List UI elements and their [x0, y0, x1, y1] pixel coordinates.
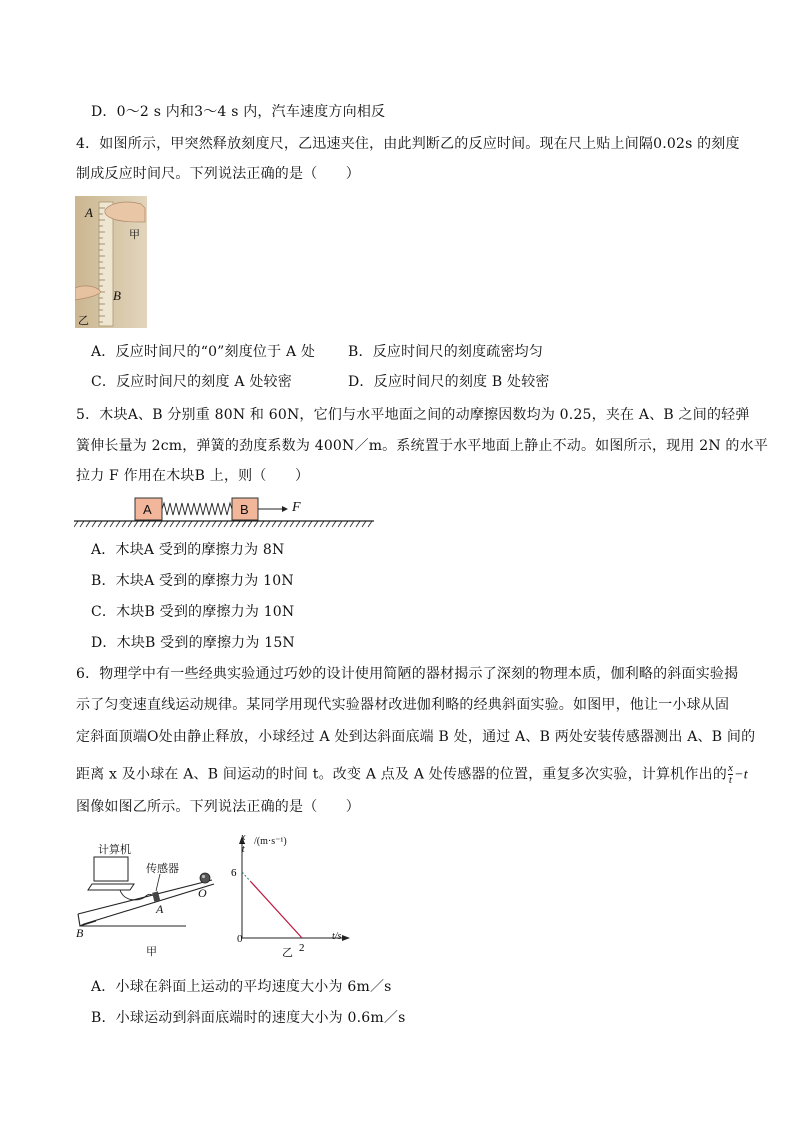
- origin-label: 0: [237, 933, 243, 945]
- x-axis-label: t/s: [332, 931, 342, 942]
- x-tick-label: 2: [299, 942, 305, 954]
- fig-jia-caption: 甲: [146, 945, 157, 958]
- q4-photo: [75, 196, 147, 328]
- q6-stem-line3: 定斜面顶端O处由静止释放，小球经过 A 处到达斜面底端 B 处，通过 A、B 两处安装传感器测出 A、B 间的: [76, 729, 756, 745]
- block-b-label: B: [240, 502, 249, 517]
- q6-stem-line5: 图像如图乙所示。下列说法正确的是（ ）: [76, 799, 360, 815]
- q5-option-d: D．木块B 受到的摩擦力为 15N: [91, 635, 295, 651]
- q4-option-c: C．反应时间尺的刻度 A 处较密: [91, 374, 292, 390]
- q5-option-a: A．木块A 受到的摩擦力为 8N: [91, 542, 285, 558]
- q6-stem-line4: [76, 763, 748, 786]
- q6-figure-yi: [226, 832, 356, 962]
- q3-option-d: D．0～2 s 内和3～4 s 内，汽车速度方向相反: [91, 104, 386, 120]
- q4-stem-line1: 4．如图所示，甲突然释放刻度尺，乙迅速夹住，由此判断乙的反应时间。现在尺上贴上间隔0.02s 的刻度: [76, 136, 740, 152]
- q4-stem-line2: 制成反应时间尺。下列说法正确的是（ ）: [76, 166, 360, 182]
- q5-stem-line2: 簧伸长量为 2cm，弹簧的劲度系数为 400N／m。系统置于水平地面上静止不动。如图所示，现用 2N 的水平: [76, 438, 769, 454]
- q6-stem-line4-post: −t: [734, 767, 748, 783]
- q5-option-c: C．木块B 受到的摩擦力为 10N: [91, 604, 295, 620]
- block-a-label: A: [143, 502, 152, 517]
- y-tick-label: 6: [231, 867, 237, 879]
- ylabel-num: x: [241, 832, 246, 843]
- xt-t-chart: [226, 832, 356, 962]
- q6-stem-line1: 6．物理学中有一些经典实验通过巧妙的设计使用简陋的器材揭示了深刻的物理本质，伽利略的斜面实验揭: [76, 666, 739, 682]
- q4-option-d: D．反应时间尺的刻度 B 处较密: [348, 374, 550, 390]
- photo-label-a: A: [85, 205, 93, 220]
- q5-diagram: [74, 494, 376, 528]
- q4-option-b: B．反应时间尺的刻度疏密均匀: [348, 344, 544, 360]
- photo-label-b: B: [113, 288, 121, 303]
- label-o: O: [198, 886, 207, 900]
- q6-stem-line2: 示了匀变速直线运动规律。某同学用现代实验器材改进伽利略的经典斜面实验。如图甲，他让一小球从固: [76, 697, 730, 713]
- label-b: B: [76, 926, 84, 940]
- q6-option-a: A．小球在斜面上运动的平均速度大小为 6m／s: [91, 979, 392, 995]
- q5-stem-line3: 拉力 F 作用在木块B 上，则（ ）: [76, 468, 310, 484]
- q4-option-a: A．反应时间尺的“0”刻度位于 A 处: [91, 344, 316, 360]
- q6-fraction: [728, 763, 733, 786]
- q5-option-b: B．木块A 受到的摩擦力为 10N: [91, 573, 294, 589]
- series-line: [250, 881, 302, 938]
- y-axis-label-frac: [241, 832, 245, 855]
- fig-yi-caption: 乙: [282, 946, 293, 959]
- q6-stem-line4-pre: 距离 x 及小球在 A、B 间运动的时间 t。改变 A 点及 A 处传感器的位置，重复多次实验，计算机作出的: [76, 766, 727, 783]
- frac-den: t: [728, 774, 733, 786]
- computer-label: 计算机: [98, 843, 131, 856]
- frac-num: x: [728, 762, 734, 774]
- photo-label-jia: 甲: [129, 228, 140, 241]
- photo-label-yi: 乙: [78, 314, 89, 327]
- q6-option-b: B．小球运动到斜面底端时的速度大小为 0.6m／s: [91, 1010, 406, 1026]
- ylabel-den: t: [241, 844, 245, 855]
- q6-figure-jia: [74, 840, 224, 960]
- label-a: A: [156, 902, 164, 916]
- force-label: F: [292, 500, 301, 515]
- y-axis-unit: /(m·s⁻¹): [254, 836, 287, 847]
- series-line-dashed: [242, 872, 250, 881]
- sensor-label: 传感器: [146, 862, 179, 875]
- x-axis-arrow: [342, 935, 350, 941]
- q5-stem-line1: 5．木块A、B 分别重 80N 和 60N，它们与水平地面之间的动摩擦因数均为 0.25，夹在 A、B 之间的轻弹: [76, 407, 750, 423]
